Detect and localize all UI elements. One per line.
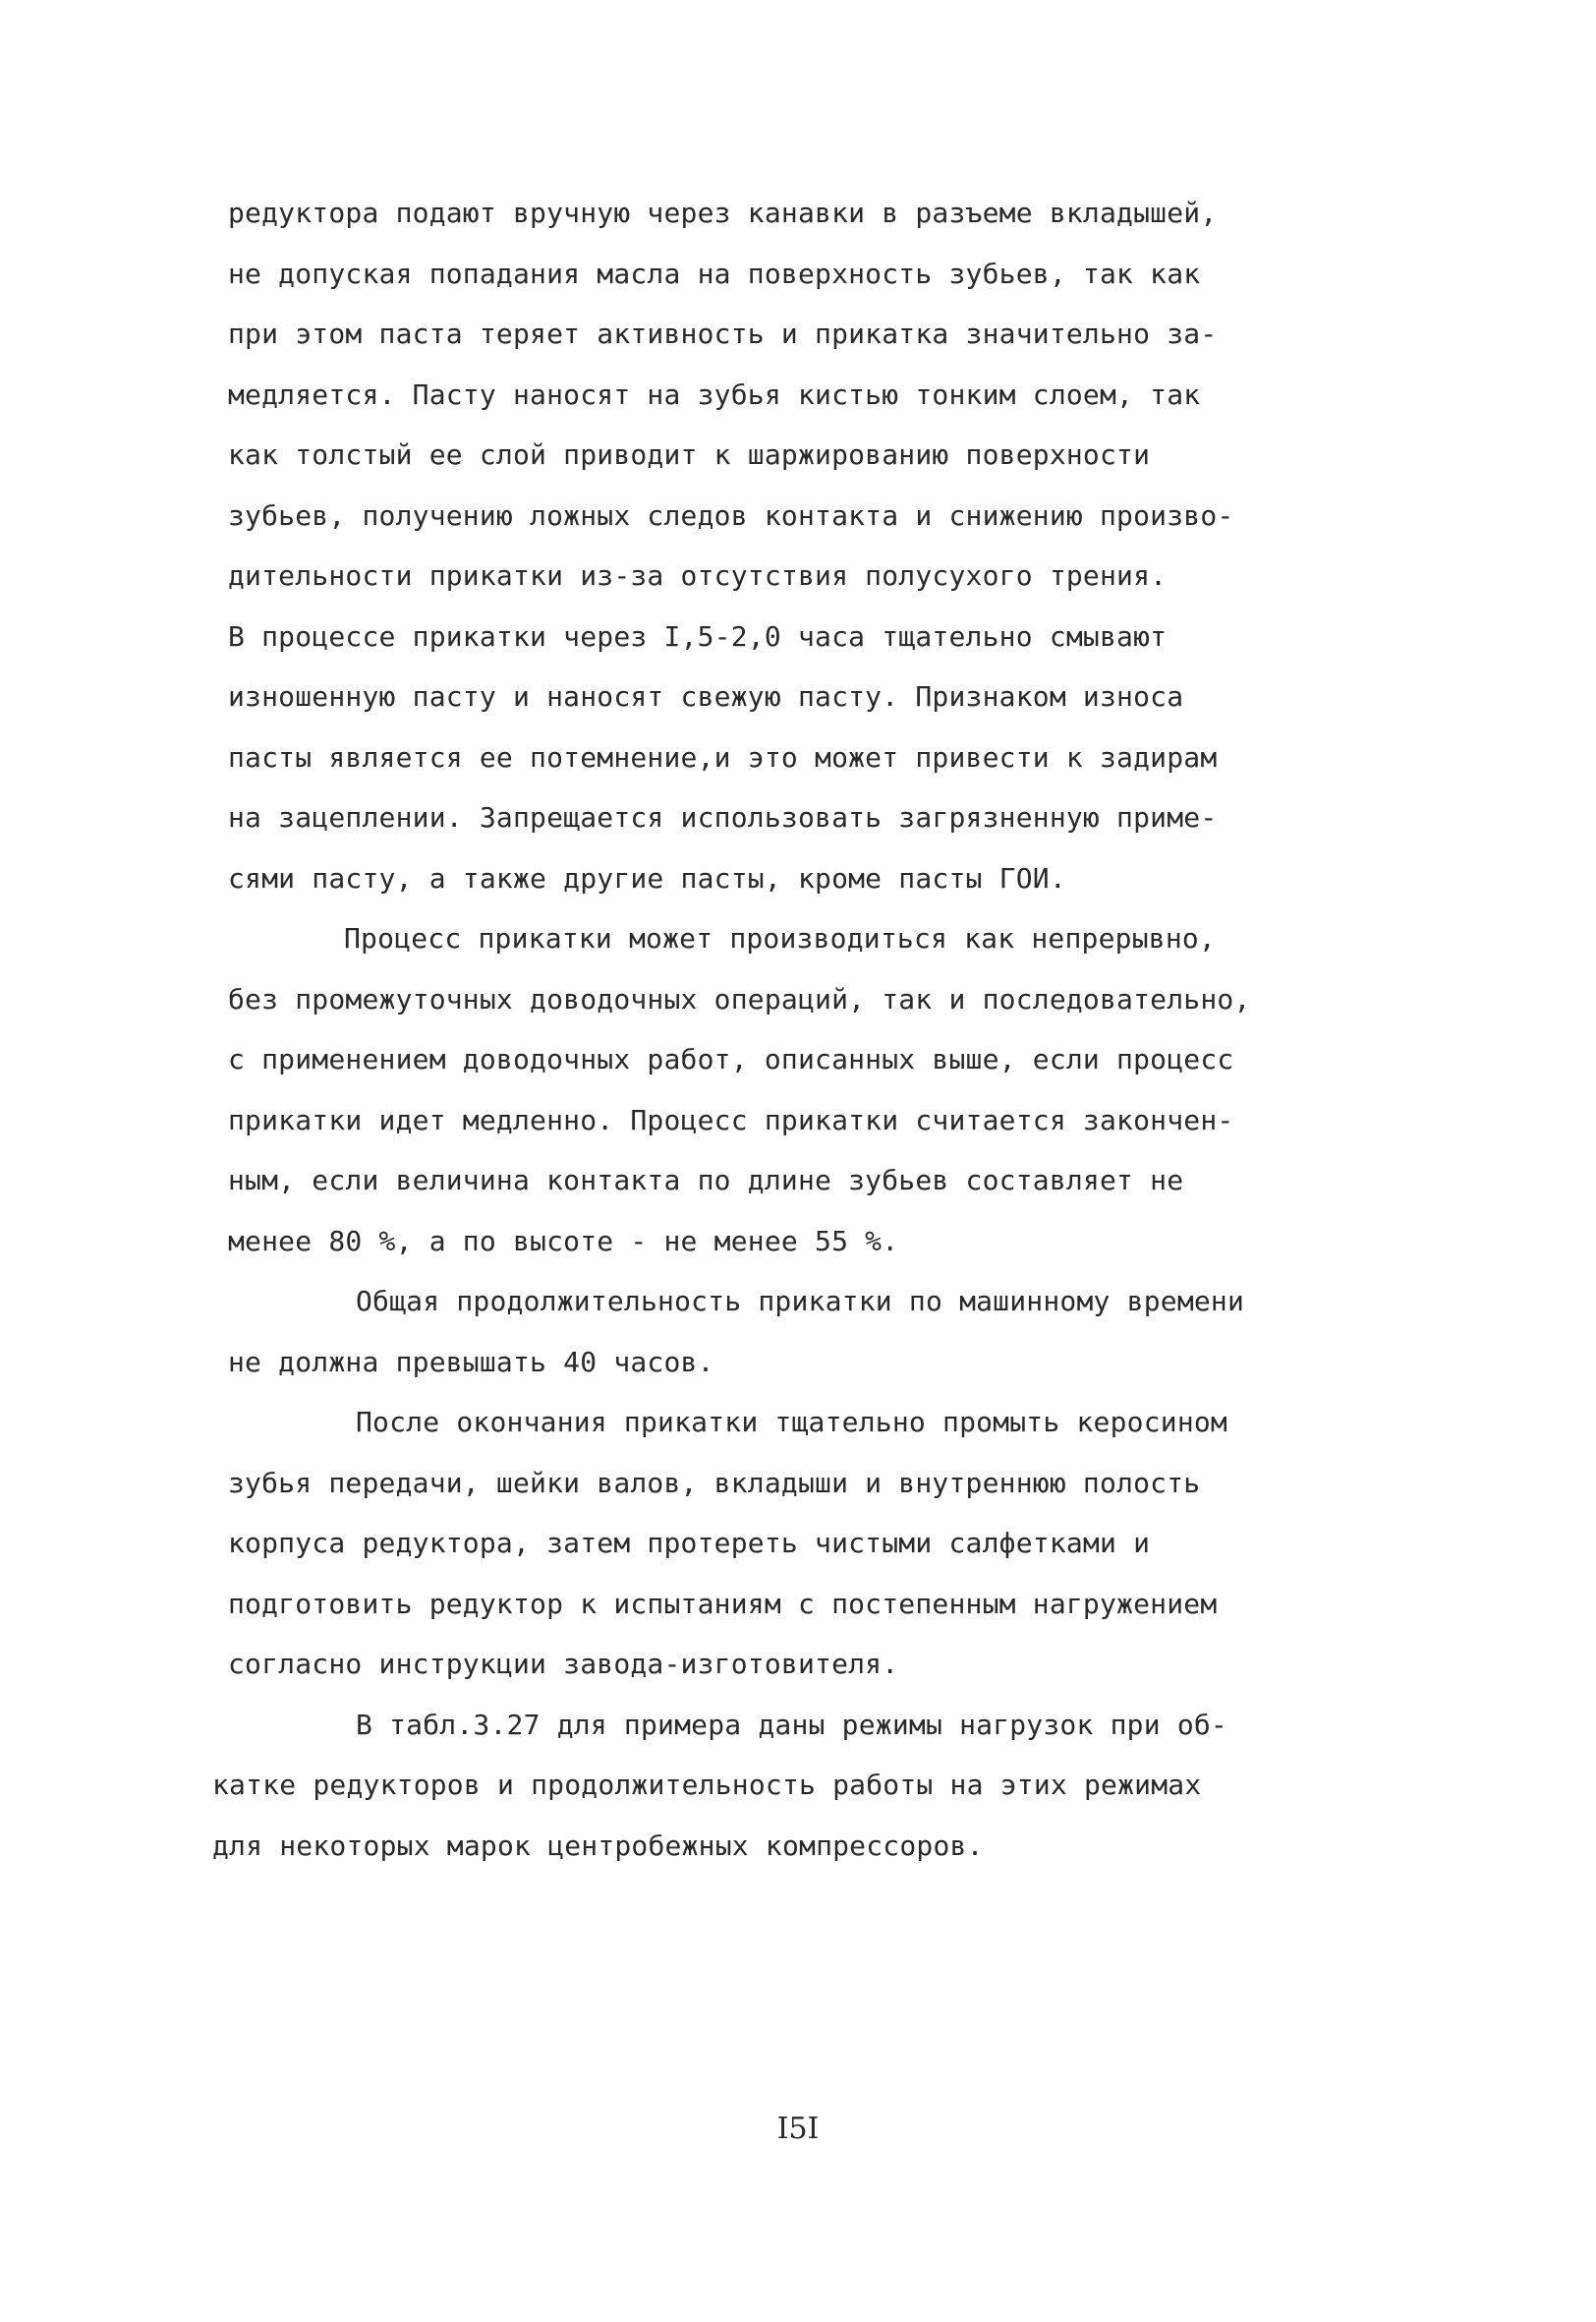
text-line: В процессе прикатки через I,5-2,0 часа тщательно смывают	[228, 619, 1168, 653]
text-line: подготовить редуктор к испытаниям с постепенным нагружением	[228, 1587, 1218, 1620]
page-number: I5I	[776, 2112, 820, 2146]
text-line: менее 80 %, а по высоте - не менее 55 %.	[228, 1224, 899, 1257]
text-line: ным, если величина контакта по длине зубьев составляет не	[228, 1164, 1184, 1196]
paragraph-first-line: После окончания прикатки тщательно промыть керосином	[356, 1406, 1227, 1438]
text-line: как толстый ее слой приводит к шаржированию поверхности	[228, 438, 1151, 471]
text-line: зубьев, получению ложных следов контакта и снижению произво-	[228, 498, 1234, 532]
paragraph-first-line: В табл.3.27 для примера даны режимы нагрузок при об-	[356, 1708, 1227, 1741]
text-line: не допуская попадания масла на поверхность зубьев, так как	[228, 257, 1201, 290]
text-line: для некоторых марок центробежных компрессоров.	[212, 1829, 984, 1862]
paragraph-first-line: Общая продолжительность прикатки по машинному времени	[356, 1285, 1245, 1317]
text-line: редуктора подают вручную через канавки в разъеме вкладышей,	[228, 197, 1218, 229]
text-line: дительности прикатки из-за отсутствия полусухого трения.	[228, 559, 1168, 592]
text-line: зубья передачи, шейки валов, вкладыши и внутреннюю полость	[228, 1466, 1201, 1499]
text-line: изношенную пасту и наносят свежую пасту. Признаком износа	[228, 680, 1184, 713]
text-line: медляется. Пасту наносят на зубья кистью тонким слоем, так	[228, 377, 1201, 411]
text-line: корпуса редуктора, затем протереть чистыми салфетками и	[228, 1527, 1151, 1559]
text-line: катке редукторов и продолжительность работы на этих режимах	[212, 1769, 1202, 1801]
text-line: прикатки идет медленно. Процесс прикатки считается закончен-	[228, 1103, 1234, 1136]
text-line: без промежуточных доводочных операций, так и последовательно,	[228, 982, 1251, 1016]
text-line: не должна превышать 40 часов.	[228, 1345, 714, 1378]
text-line: пасты является ее потемнение,и это может привести к задирам	[228, 740, 1218, 774]
text-line: сями пасту, а также другие пасты, кроме пасты ГОИ.	[228, 861, 1066, 895]
text-line: при этом паста теряет активность и прикатка значительно за-	[228, 318, 1218, 350]
paragraph-first-line: Процесс прикатки может производиться как непрерывно,	[344, 922, 1216, 955]
text-line: с применением доводочных работ, описанных выше, если процесс	[228, 1043, 1234, 1075]
body-text	[212, 183, 1447, 1876]
text-line: согласно инструкции завода-изготовителя.	[228, 1648, 899, 1680]
text-line: на зацеплении. Запрещается использовать загрязненную приме-	[228, 801, 1218, 834]
